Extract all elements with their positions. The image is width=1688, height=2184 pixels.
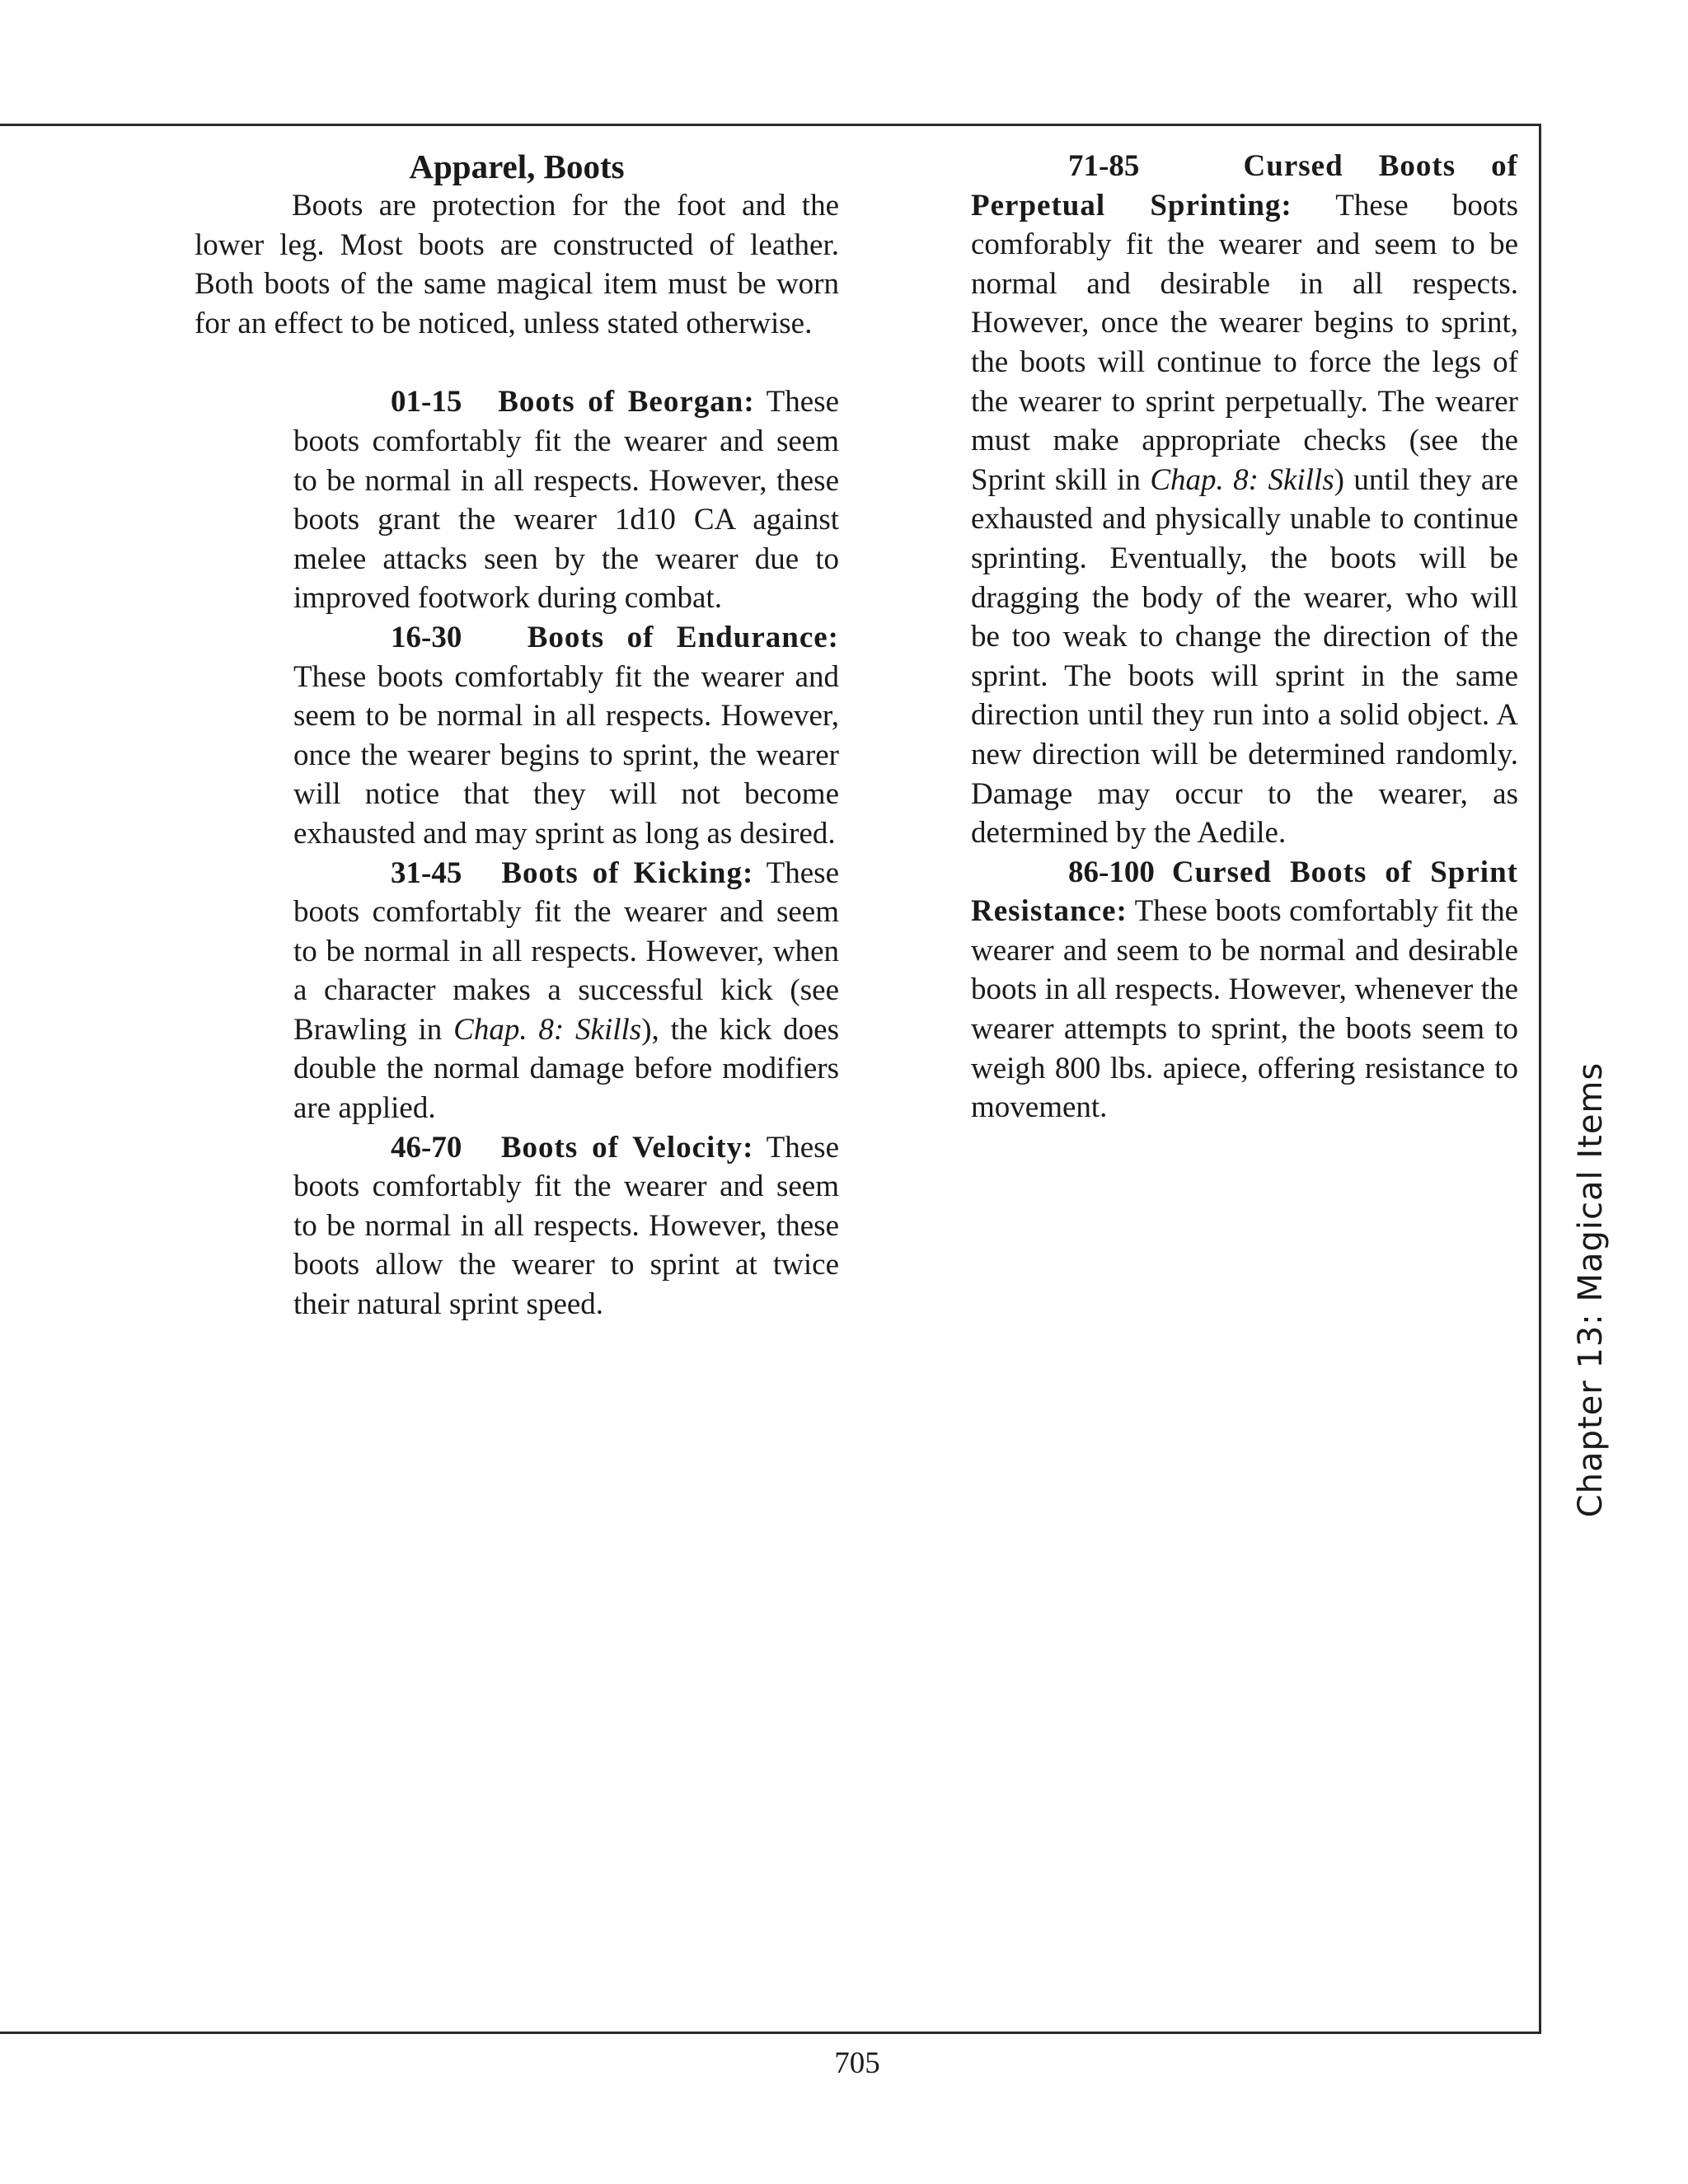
entry-range: 86-100 [1068,855,1155,889]
page-number: 705 [834,2046,880,2080]
entry-text-before: These boots comforably fit the wearer and seem to be normal and desirable in all respects. However, once the wearer begins to sprint, the boots will continue to force the legs of the wearer to sprint perpetually. The wearer must make appropriate checks (see the Sprint skill in [971,188,1519,497]
entry-boots-of-endurance [293,618,839,854]
entry-text-after: ), the kick does double the normal damage before modifiers are applied. [293,1012,839,1126]
entry-range: 31-45 [391,855,462,890]
section-intro: Boots are protection for the foot and the lower leg. Most boots are constructed of leather. Both boots of the same magical item must be worn for an effect to be noticed, unless stated otherwise. [195,189,839,340]
entry-cursed-boots-perpetual-sprinting [971,147,1518,853]
right-column [971,147,1518,1127]
entry-cursed-boots-sprint-resistance [971,853,1518,1127]
entry-text-before: These boots comfortably fit the wearer and seem to be normal in all respects. However, when a character makes a successful kick (see Brawling in [293,855,839,1047]
entry-text: These boots comfortably fit the wearer and seem to be normal in all respects. However, these boots allow the wearer to sprint at twice their natural sprint speed. [293,1130,839,1322]
chapter-reference: Chap. 8: Skills [453,1012,642,1047]
entry-title: Cursed Boots of Perpetual Sprinting: [971,149,1519,223]
entry-boots-of-velocity [293,1128,839,1324]
entry-title: Cursed Boots of Sprint Resistance: [971,855,1518,929]
section-title: Apparel, Boots [409,148,625,185]
entry-title: Boots of Beorgan: [498,385,755,419]
chapter-reference: Chap. 8: Skills [1150,462,1334,497]
entry-title: Boots of Velocity: [500,1130,754,1165]
entry-title: Boots of Endurance: [527,620,839,654]
entry-boots-of-kicking [293,854,839,1128]
entry-title: Boots of Kicking: [501,855,754,890]
entry-text: These boots comfortably fit the wearer and seem to be normal in all respects. However, these boots grant the wearer 1d10 CA against melee attacks seen by the wearer due to improved footwork during combat. [293,385,839,616]
entry-range: 16-30 [391,620,462,654]
entry-boots-of-beorgan [293,382,839,618]
entry-range: 46-70 [391,1130,462,1165]
entry-range: 71-85 [1068,149,1140,183]
chapter-side-tab: Chapter 13: Magical Items [1572,1062,1610,1518]
entry-text-after: ) until they are exhausted and physically unable to continue sprinting. Eventually, the boots will be dragging the body of the wearer, who will be too weak to change the direction of the sprint. The boots will sprint in the same direction until they run into a solid object. A new direction will be determined randomly. Damage may occur to the wearer, as determined by the Aedile. [971,462,1518,851]
left-column [195,147,839,1324]
entry-text: These boots comfortably fit the wearer and seem to be normal and desirable boots in all respects. However, whenever the wearer attempts to sprint, the boots seem to weigh 800 lbs. apiece, offering resistance to movement. [971,894,1518,1125]
entry-range: 01-15 [391,385,462,419]
entry-list [293,382,839,1324]
entry-text: These boots comfortably fit the wearer and seem to be normal in all respects. However, once the wearer begins to sprint, the wearer will notice that they will not become exhausted and may sprint as long as desired. [293,659,839,851]
